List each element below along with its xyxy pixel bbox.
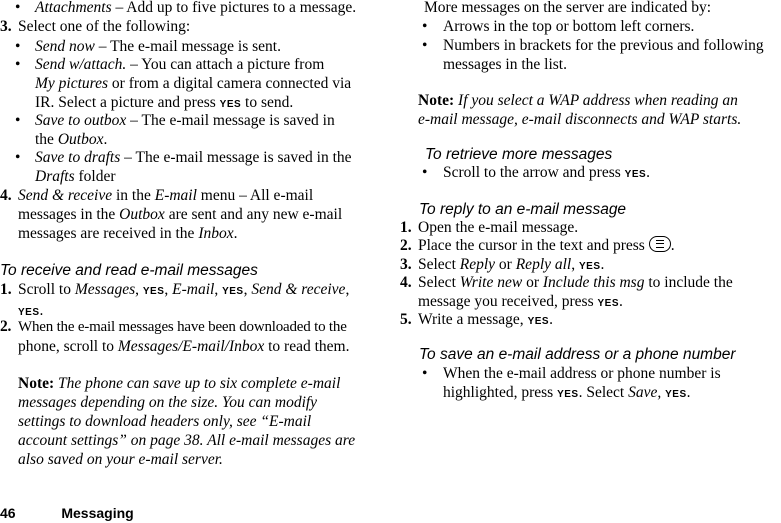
heading-save: To save an e-mail address or a phone number (419, 346, 736, 363)
heading-receive: To receive and read e-mail messages (0, 262, 258, 279)
bullet-item: • Attachments – Add up to five pictures to a message. (15, 0, 357, 16)
reply-step-3: 3. Select Reply or Reply all, YES. (400, 256, 605, 273)
bullet-item: • Send w/attach. – You can attach a picture from My pictures or from a digital camera connected via IR. Select a picture and press YES to send. (15, 56, 352, 111)
heading-reply: To reply to an e-mail message (419, 201, 627, 218)
reply-step-5: 5. Write a message, YES. (400, 311, 553, 328)
reply-step-1: 1. Open the e-mail message. (400, 219, 579, 236)
bullet-item: • When the e-mail address or phone number is highlighted, press YES. Select Save, YES. (422, 365, 721, 401)
heading-retrieve: To retrieve more messages (425, 146, 613, 163)
bullet-item: • Save to outbox – The e-mail message is saved in the Outbox. (15, 112, 335, 148)
bullet-item: • Scroll to the arrow and press YES. (422, 164, 651, 181)
reply-step-2: 2. Place the cursor in the text and press . (400, 237, 675, 254)
bullet-item: • Numbers in brackets for the previous and following messages in the list. (422, 37, 764, 73)
section-title: Messaging (61, 505, 134, 521)
reply-step-4: 4. Select Write new or Include this msg to include the message you received, press YES. (400, 274, 733, 310)
more-messages-text: More messages on the server are indicated by: (424, 0, 712, 16)
note-storage: Note: The phone can save up to six complete e-mail messages depending on the size. You can modify settings to download headers only, see “E-mail account settings” on page 38. All e-mail messages are also saved on your e-mail server. (18, 375, 356, 468)
step-3: 3. Select one of the following: (0, 18, 191, 35)
step-4: 4. Send & receive in the E-mail menu – All e-mail messages in the Outbox are sent and any new e-mail messages are received in the Inbox. (0, 187, 343, 242)
page-number: 46 (0, 505, 16, 521)
note-wap: Note: If you select a WAP address when reading an e-mail message, e-mail disconnects and WAP starts. (418, 92, 742, 128)
page-footer (0, 504, 134, 523)
bullet-item: • Save to drafts – The e-mail message is saved in the Drafts folder (15, 149, 352, 185)
menu-key-icon (649, 236, 671, 252)
receive-step-2: 2. When the e-mail messages have been downloaded to the phone, scroll to Messages/E-mail/Inbox to read them. (0, 318, 350, 355)
bullet-item: • Arrows in the top or bottom left corners. (422, 18, 695, 35)
bullet-item: • Send now – The e-mail message is sent. (15, 38, 281, 55)
receive-step-1: 1. Scroll to Messages, YES, E-mail, YES, Send & receive, YES. (0, 281, 350, 319)
